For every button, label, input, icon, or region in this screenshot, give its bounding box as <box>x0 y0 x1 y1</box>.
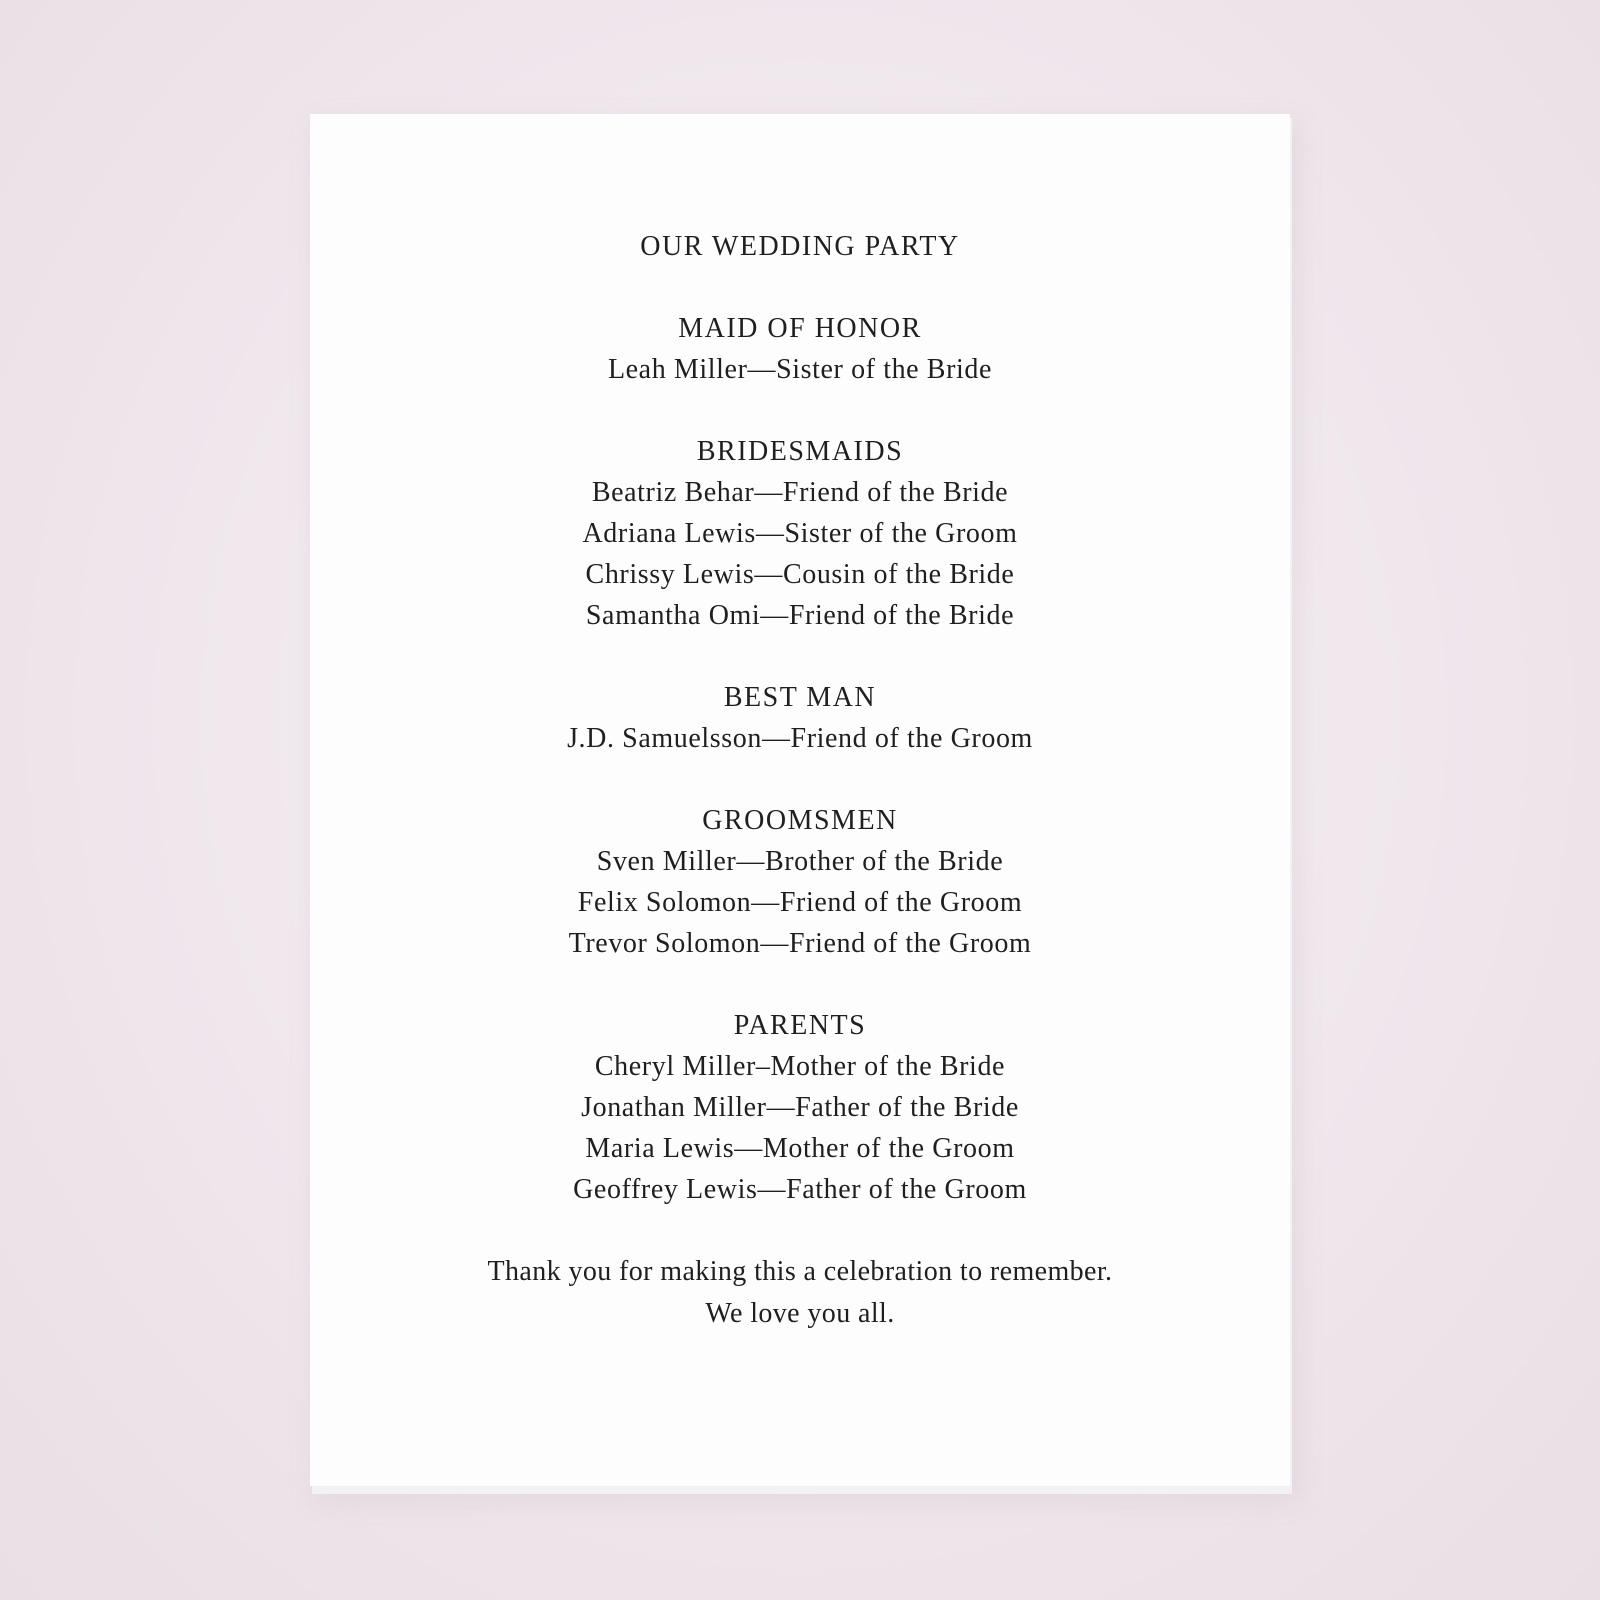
party-member: Jonathan Miller—Father of the Bride <box>581 1092 1019 1123</box>
closing-line: We love you all. <box>705 1298 895 1329</box>
party-member: Samantha Omi—Friend of the Bride <box>585 600 1015 631</box>
closing-line: Thank you for making this a celebration to remember. <box>487 1256 1113 1287</box>
party-member: Beatriz Behar—Friend of the Bride <box>591 477 1009 508</box>
party-member: Geoffrey Lewis—Father of the Groom <box>573 1174 1027 1205</box>
party-member: Adriana Lewis—Sister of the Groom <box>582 518 1018 549</box>
section-heading: PARENTS <box>733 1010 867 1041</box>
party-member: J.D. Samuelsson—Friend of the Groom <box>567 723 1033 754</box>
party-member: Cheryl Miller–Mother of the Bride <box>594 1051 1006 1082</box>
section-maid-of-honor <box>310 308 1290 390</box>
section-parents <box>310 1005 1290 1210</box>
program-title: OUR WEDDING PARTY <box>640 231 960 262</box>
section-heading: BRIDESMAIDS <box>696 436 904 467</box>
section-heading: GROOMSMEN <box>702 805 898 836</box>
section-heading: MAID OF HONOR <box>678 313 922 344</box>
section-groomsmen <box>310 800 1290 964</box>
closing-message <box>310 1251 1290 1335</box>
party-member: Sven Miller—Brother of the Bride <box>596 846 1004 877</box>
wedding-program-card <box>310 114 1290 1486</box>
section-bridesmaids <box>310 431 1290 636</box>
party-member: Felix Solomon—Friend of the Groom <box>577 887 1023 918</box>
party-member: Leah Miller—Sister of the Bride <box>607 354 993 385</box>
section-heading: BEST MAN <box>723 682 877 713</box>
party-member: Trevor Solomon—Friend of the Groom <box>568 928 1032 959</box>
program-content <box>310 226 1290 1335</box>
party-member: Chrissy Lewis—Cousin of the Bride <box>585 559 1015 590</box>
party-member: Maria Lewis—Mother of the Groom <box>585 1133 1015 1164</box>
section-best-man <box>310 677 1290 759</box>
